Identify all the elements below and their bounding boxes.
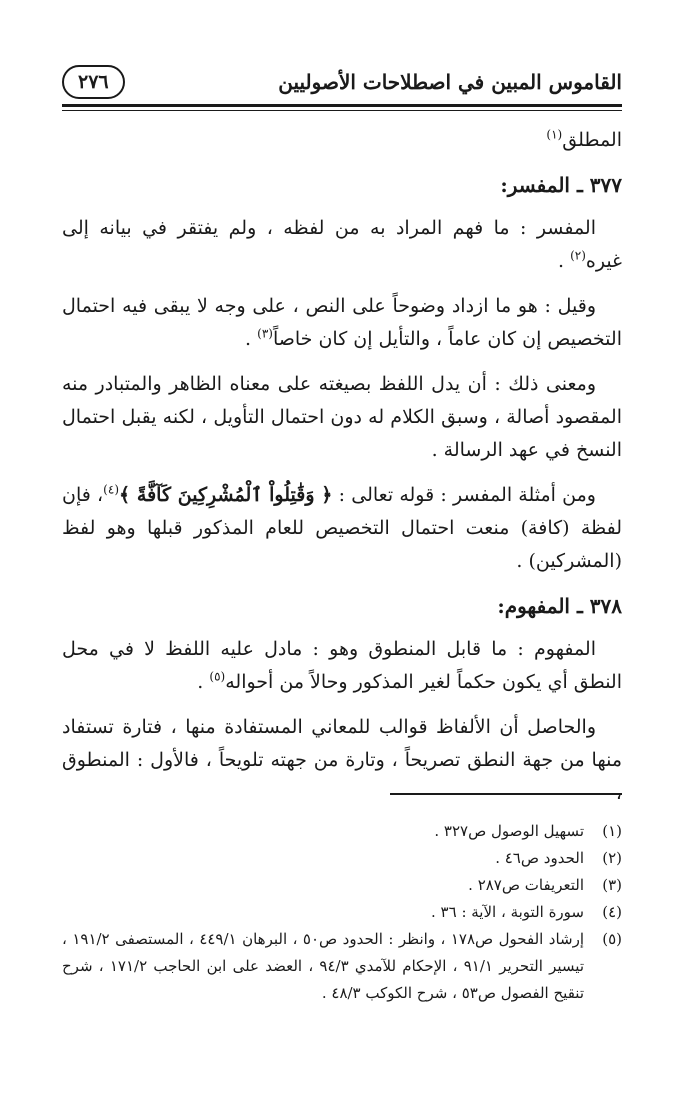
- footnote-item: (٤) سورة التوبة ، الآية : ٣٦ .: [431, 903, 622, 921]
- main-text: [62, 124, 622, 822]
- section-heading-377: ٣٧٧ ـ المفسر:: [500, 173, 622, 197]
- footnote-item: (٣) التعريفات ص٢٨٧ .: [468, 876, 622, 894]
- paragraph-conclusion: والحاصل أن الألفاظ قوالب للمعاني المستفادة منها ، فتارة تستفاد منها من جهة النطق تصريحاً ، وتارة من جهته تلويحاً ، فالأول : المنطوق: [62, 716, 622, 771]
- header-rule: [62, 104, 622, 107]
- footnote-item: (٢) الحدود ص٤٦ .: [495, 849, 622, 867]
- page-number: ٢٧٦: [62, 65, 125, 99]
- footnote-ref: (١): [546, 127, 563, 142]
- footnote-item: (١) تسهيل الوصول ص٣٢٧ .: [434, 822, 622, 840]
- footnotes: [62, 818, 622, 1007]
- quran-verse: ﴿ وَقَٰتِلُواْ ٱلْمُشْرِكِينَ كَآفَّةً ﴾: [119, 484, 333, 506]
- section-heading-378: ٣٧٨ ـ المفهوم:: [497, 594, 622, 618]
- running-title: القاموس المبين في اصطلاحات الأصوليين: [278, 70, 622, 94]
- paragraph-example: ومن أمثلة المفسر : قوله تعالى : ﴿ وَقَٰتِلُواْ ٱلْمُشْرِكِينَ كَآفَّةً ﴾$^{(٤)}$، فإن لفظة (كافة) منعت احتمال التخصيص للعام المذكور قبلها وهو لفظ (المشركين) .: [62, 482, 622, 572]
- footnote-separator: [390, 793, 622, 795]
- footnote-ref: (٤): [103, 482, 119, 497]
- paragraph-meaning: ومعنى ذلك : أن يدل اللفظ بصيغته على معناه الظاهر والمتبادر منه المقصود أصالة ، وسبق الكلام له دون احتمال التأويل ، لكنه يقبل احتمال النسخ في عهد الرسالة .: [62, 373, 622, 461]
- header-rule-thin: [62, 110, 622, 111]
- page-header: [62, 62, 622, 102]
- footnote-item: (٥) إرشاد الفحول ص١٧٨ ، وانظر : الحدود ص٥٠ ، البرهان ٤٤٩/١ ، المستصفى ١٩١/٢ ، تيسير التحرير ٩١/١ ، الإحكام للآمدي ٩٤/٣ ، العضد على ابن الحاجب ١٧١/٢ ، شرح تنقيح الفصول ص٥٣ ، شرح الكوكب ٤٨/٣ .: [62, 930, 622, 1002]
- footnote-ref: (٥): [209, 669, 226, 684]
- paragraph-definition-mafhum: المفهوم : ما قابل المنطوق وهو : مادل عليه اللفظ لا في محل النطق أي يكون حكماً لغير المذكور وحالاً من أحواله$^{(٥)}$ .: [62, 638, 622, 693]
- paragraph-definition-mufassar: المفسر : ما فهم المراد به من لفظه ، ولم يفتقر في بيانه إلى غيره$^{(٢)}$ .: [62, 217, 622, 272]
- continued-line: المطلق$^{(١)}$: [546, 127, 622, 151]
- footnote-ref: (٢): [570, 248, 586, 263]
- footnote-ref: (٣): [257, 326, 273, 341]
- paragraph-qila: وقيل : هو ما ازداد وضوحاً على النص ، على وجه لا يبقى فيه احتمال التخصيص إن كان عاماً ، والتأيل إن كان خاصاً$^{(٣)}$ .: [62, 295, 622, 350]
